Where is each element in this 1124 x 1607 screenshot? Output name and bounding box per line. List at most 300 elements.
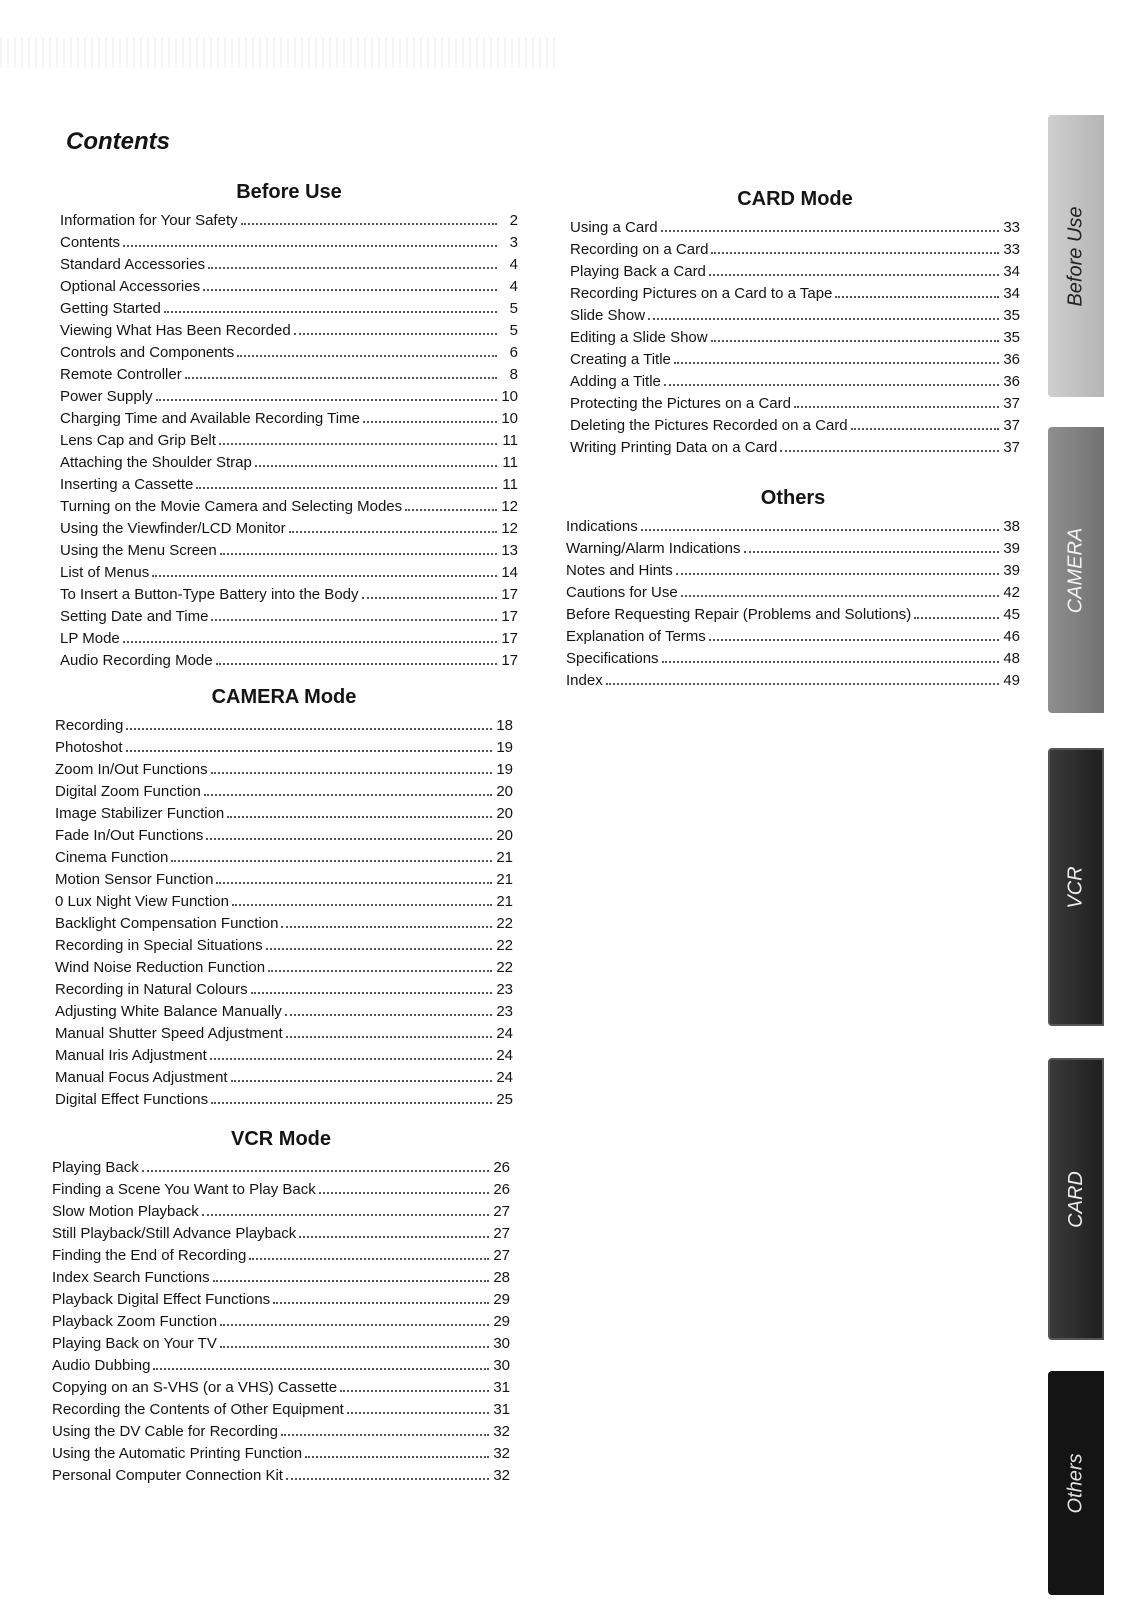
toc-entry-page: 20 <box>496 805 513 822</box>
toc-entry[interactable] <box>60 562 518 584</box>
toc-entry-page: 17 <box>501 630 518 647</box>
toc-entry-page: 6 <box>509 344 518 361</box>
toc-entry-page: 11 <box>502 454 518 471</box>
toc-entry-title: Using a Card <box>570 219 658 236</box>
toc-entry-page: 32 <box>493 1467 510 1484</box>
toc-entry-title: Using the Automatic Printing Function <box>52 1445 303 1462</box>
toc-entry-title: Playing Back a Card <box>570 263 706 280</box>
toc-entry-title: Recording in Special Situations <box>55 937 263 954</box>
toc-entry-title: Getting Started <box>60 300 161 317</box>
toc-entry-title: Motion Sensor Function <box>55 871 214 888</box>
toc-entry[interactable] <box>52 1157 510 1179</box>
toc-entry-page: 8 <box>509 366 518 383</box>
dot-leader <box>211 1102 492 1104</box>
dot-leader <box>220 1346 489 1348</box>
toc-entry-title: Notes and Hints <box>566 562 673 579</box>
dot-leader <box>216 663 497 665</box>
toc-entry[interactable] <box>55 1023 513 1045</box>
toc-entry[interactable] <box>55 957 513 979</box>
toc-entry-title: List of Menus <box>60 564 150 581</box>
section-vcr-mode <box>52 1128 510 1487</box>
toc-entry[interactable] <box>52 1333 510 1355</box>
toc-entry[interactable] <box>52 1267 510 1289</box>
toc-entry-title: Backlight Compensation Function <box>55 915 279 932</box>
toc-entry-title: Personal Computer Connection Kit <box>52 1467 283 1484</box>
side-tab-camera[interactable] <box>1048 427 1104 713</box>
toc-entry-page: 38 <box>1003 518 1020 535</box>
dot-leader <box>294 333 497 335</box>
toc-entry[interactable] <box>60 320 518 342</box>
dot-leader <box>123 641 497 643</box>
toc-entry[interactable] <box>566 670 1020 692</box>
side-tab-card[interactable] <box>1048 1058 1104 1340</box>
toc-entry-page: 49 <box>1003 672 1020 689</box>
toc-entry-page: 30 <box>493 1335 510 1352</box>
toc-entry-title: Before Requesting Repair (Problems and Solutions) <box>566 606 912 623</box>
toc-entry[interactable] <box>55 1045 513 1067</box>
dot-leader <box>363 421 497 423</box>
dot-leader <box>164 311 497 313</box>
dot-leader <box>299 1236 489 1238</box>
toc-entry[interactable] <box>55 935 513 957</box>
section-camera-mode <box>55 686 513 1111</box>
toc-entry-page: 4 <box>509 256 518 273</box>
toc-entry[interactable] <box>60 386 518 408</box>
toc-entry-page: 39 <box>1003 562 1020 579</box>
dot-leader <box>232 904 492 906</box>
toc-entry-title: Audio Dubbing <box>52 1357 151 1374</box>
dot-leader <box>241 223 497 225</box>
dot-leader <box>648 318 999 320</box>
toc-entry-title: Using the DV Cable for Recording <box>52 1423 278 1440</box>
toc-entry[interactable] <box>55 979 513 1001</box>
toc-entry-title: Specifications <box>566 650 659 667</box>
toc-entry-page: 22 <box>496 937 513 954</box>
toc-entry-page: 14 <box>501 564 518 581</box>
toc-entry[interactable] <box>55 715 513 737</box>
toc-entry-page: 21 <box>496 871 513 888</box>
side-tab-others[interactable] <box>1048 1371 1104 1595</box>
toc-entry-title: Deleting the Pictures Recorded on a Card <box>570 417 848 434</box>
toc-entry-title: Writing Printing Data on a Card <box>570 439 778 456</box>
toc-entry-title: Slow Motion Playback <box>52 1203 199 1220</box>
toc-entry[interactable] <box>60 474 518 496</box>
section-heading: Others <box>760 487 826 509</box>
section-before-use <box>60 181 518 672</box>
toc-entry[interactable] <box>566 604 1020 626</box>
toc-entry[interactable] <box>566 582 1020 604</box>
toc-entry-page: 33 <box>1003 219 1020 236</box>
toc-entry-page: 24 <box>496 1047 513 1064</box>
toc-entry-page: 10 <box>501 410 518 427</box>
toc-entry[interactable] <box>52 1421 510 1443</box>
dot-leader <box>794 406 999 408</box>
toc-entry-title: Recording Pictures on a Card to a Tape <box>570 285 833 302</box>
dot-leader <box>744 551 999 553</box>
toc-entry-title: Slide Show <box>570 307 646 324</box>
toc-entry-title: Recording in Natural Colours <box>55 981 248 998</box>
dot-leader <box>126 750 492 752</box>
toc-entry-page: 34 <box>1003 285 1020 302</box>
toc-entry-page: 17 <box>501 652 518 669</box>
toc-entry-page: 28 <box>493 1269 510 1286</box>
dot-leader <box>711 340 999 342</box>
side-tab-label: CARD <box>1064 1170 1087 1228</box>
toc-entry-page: 48 <box>1003 650 1020 667</box>
dot-leader <box>405 509 497 511</box>
toc-entry-title: Viewing What Has Been Recorded <box>60 322 291 339</box>
dot-leader <box>289 531 497 533</box>
dot-leader <box>835 296 999 298</box>
dot-leader <box>216 882 492 884</box>
dot-leader <box>266 948 492 950</box>
toc-entry-title: Remote Controller <box>60 366 182 383</box>
scan-noise <box>0 38 560 68</box>
toc-entry-page: 26 <box>493 1181 510 1198</box>
dot-leader <box>362 597 498 599</box>
toc-entry-title: Manual Focus Adjustment <box>55 1069 228 1086</box>
toc-entry-page: 46 <box>1003 628 1020 645</box>
toc-entry-page: 10 <box>501 388 518 405</box>
toc-entry[interactable] <box>60 496 518 518</box>
toc-entry-title: Image Stabilizer Function <box>55 805 225 822</box>
toc-entry[interactable] <box>55 891 513 913</box>
toc-entry[interactable] <box>60 342 518 364</box>
dot-leader <box>156 399 497 401</box>
toc-entry-title: Using the Viewfinder/LCD Monitor <box>60 520 286 537</box>
toc-entry-title: Optional Accessories <box>60 278 201 295</box>
dot-leader <box>676 573 999 575</box>
toc-entry[interactable] <box>60 650 518 672</box>
toc-list <box>566 516 1020 692</box>
section-heading: CAMERA Mode <box>211 686 357 708</box>
toc-entry[interactable] <box>566 516 1020 538</box>
dot-leader <box>152 575 497 577</box>
toc-entry[interactable] <box>52 1465 510 1487</box>
toc-entry-title: Indications <box>566 518 638 535</box>
dot-leader <box>123 245 497 247</box>
toc-entry-page: 17 <box>501 586 518 603</box>
toc-entry[interactable] <box>52 1399 510 1421</box>
side-tab-label: CAMERA <box>1064 527 1087 613</box>
toc-entry-title: Index Search Functions <box>52 1269 210 1286</box>
toc-entry-title: Controls and Components <box>60 344 235 361</box>
toc-list <box>55 715 513 1111</box>
toc-entry[interactable] <box>60 518 518 540</box>
dot-leader <box>204 794 492 796</box>
toc-entry-page: 30 <box>493 1357 510 1374</box>
dot-leader <box>126 728 492 730</box>
section-heading: CARD Mode <box>737 188 853 210</box>
dot-leader <box>709 274 999 276</box>
toc-entry[interactable] <box>60 210 518 232</box>
toc-entry[interactable] <box>55 825 513 847</box>
dot-leader <box>780 450 999 452</box>
toc-entry-page: 39 <box>1003 540 1020 557</box>
toc-entry-page: 19 <box>496 739 513 756</box>
toc-entry-title: Adjusting White Balance Manually <box>55 1003 282 1020</box>
toc-entry-page: 31 <box>493 1401 510 1418</box>
toc-entry-page: 35 <box>1003 307 1020 324</box>
side-tab-vcr[interactable] <box>1048 748 1104 1026</box>
toc-entry-page: 20 <box>496 827 513 844</box>
toc-entry-title: Manual Iris Adjustment <box>55 1047 207 1064</box>
side-tab-before-use[interactable] <box>1048 115 1104 397</box>
toc-entry-title: Recording on a Card <box>570 241 709 258</box>
toc-entry[interactable] <box>570 239 1020 261</box>
toc-entry[interactable] <box>52 1443 510 1465</box>
toc-entry[interactable] <box>60 408 518 430</box>
toc-entry-title: Protecting the Pictures on a Card <box>570 395 791 412</box>
dot-leader <box>661 230 999 232</box>
side-tab-label: Before Use <box>1064 205 1087 307</box>
dot-leader <box>286 1478 489 1480</box>
toc-entry-page: 18 <box>496 717 513 734</box>
toc-entry[interactable] <box>60 430 518 452</box>
section-heading: VCR Mode <box>231 1128 331 1150</box>
toc-entry[interactable] <box>55 1001 513 1023</box>
toc-entry-page: 4 <box>509 278 518 295</box>
toc-entry-title: Still Playback/Still Advance Playback <box>52 1225 297 1242</box>
toc-entry-page: 3 <box>509 234 518 251</box>
toc-entry[interactable] <box>55 803 513 825</box>
toc-entry-page: 2 <box>509 212 518 229</box>
toc-entry[interactable] <box>52 1377 510 1399</box>
toc-entry-title: Playback Digital Effect Functions <box>52 1291 271 1308</box>
toc-entry[interactable] <box>52 1223 510 1245</box>
dot-leader <box>185 377 497 379</box>
toc-entry[interactable] <box>52 1245 510 1267</box>
dot-leader <box>340 1390 489 1392</box>
toc-entry-title: Finding the End of Recording <box>52 1247 247 1264</box>
toc-entry-page: 20 <box>496 783 513 800</box>
toc-entry[interactable] <box>60 452 518 474</box>
toc-entry-page: 12 <box>501 520 518 537</box>
toc-entry[interactable] <box>55 737 513 759</box>
toc-entry-page: 23 <box>496 1003 513 1020</box>
toc-entry-title: Recording the Contents of Other Equipment <box>52 1401 344 1418</box>
toc-entry[interactable] <box>570 437 1020 459</box>
toc-entry[interactable] <box>570 217 1020 239</box>
toc-entry-page: 36 <box>1003 351 1020 368</box>
dot-leader <box>709 639 999 641</box>
toc-entry-title: Playing Back on Your TV <box>52 1335 217 1352</box>
toc-entry[interactable] <box>52 1179 510 1201</box>
dot-leader <box>711 252 999 254</box>
toc-entry[interactable] <box>55 913 513 935</box>
toc-entry-page: 34 <box>1003 263 1020 280</box>
toc-entry[interactable] <box>52 1201 510 1223</box>
dot-leader <box>347 1412 489 1414</box>
dot-leader <box>210 1058 492 1060</box>
dot-leader <box>664 384 999 386</box>
toc-entry[interactable] <box>60 298 518 320</box>
toc-entry-page: 36 <box>1003 373 1020 390</box>
dot-leader <box>227 816 492 818</box>
toc-entry-page: 25 <box>496 1091 513 1108</box>
dot-leader <box>305 1456 489 1458</box>
toc-entry-page: 33 <box>1003 241 1020 258</box>
dot-leader <box>251 992 492 994</box>
toc-entry[interactable] <box>52 1311 510 1333</box>
toc-entry-page: 35 <box>1003 329 1020 346</box>
toc-entry[interactable] <box>52 1289 510 1311</box>
toc-entry[interactable] <box>570 283 1020 305</box>
toc-entry[interactable] <box>570 415 1020 437</box>
toc-entry[interactable] <box>60 540 518 562</box>
toc-entry-title: Adding a Title <box>570 373 661 390</box>
toc-entry-title: LP Mode <box>60 630 120 647</box>
toc-entry-title: Information for Your Safety <box>60 212 238 229</box>
toc-entry-page: 12 <box>501 498 518 515</box>
toc-entry-page: 27 <box>493 1247 510 1264</box>
toc-entry-page: 22 <box>496 959 513 976</box>
dot-leader <box>641 529 999 531</box>
dot-leader <box>268 970 492 972</box>
toc-entry-page: 45 <box>1003 606 1020 623</box>
toc-entry-title: Zoom In/Out Functions <box>55 761 208 778</box>
toc-entry[interactable] <box>566 626 1020 648</box>
toc-entry-title: Fade In/Out Functions <box>55 827 204 844</box>
toc-entry-page: 27 <box>493 1203 510 1220</box>
toc-entry-title: Cautions for Use <box>566 584 678 601</box>
toc-entry[interactable] <box>566 648 1020 670</box>
toc-entry-title: Inserting a Cassette <box>60 476 194 493</box>
dot-leader <box>606 683 999 685</box>
section-others <box>566 487 1020 692</box>
toc-entry-title: 0 Lux Night View Function <box>55 893 229 910</box>
toc-entry[interactable] <box>52 1355 510 1377</box>
toc-entry-page: 37 <box>1003 417 1020 434</box>
toc-entry-page: 24 <box>496 1025 513 1042</box>
toc-entry-title: Lens Cap and Grip Belt <box>60 432 216 449</box>
toc-entry-title: Audio Recording Mode <box>60 652 213 669</box>
toc-entry-title: Index <box>566 672 603 689</box>
toc-entry-page: 5 <box>509 322 518 339</box>
toc-entry-title: Charging Time and Available Recording Time <box>60 410 360 427</box>
toc-list <box>570 217 1020 459</box>
toc-entry-page: 21 <box>496 893 513 910</box>
dot-leader <box>286 1036 492 1038</box>
toc-entry-page: 32 <box>493 1423 510 1440</box>
toc-entry[interactable] <box>60 232 518 254</box>
dot-leader <box>211 772 492 774</box>
dot-leader <box>914 617 999 619</box>
toc-entry-page: 11 <box>502 476 518 493</box>
dot-leader <box>213 1280 489 1282</box>
toc-entry[interactable] <box>570 393 1020 415</box>
toc-entry-page: 5 <box>509 300 518 317</box>
dot-leader <box>662 661 999 663</box>
toc-entry-page: 37 <box>1003 395 1020 412</box>
toc-entry-title: Copying on an S-VHS (or a VHS) Cassette <box>52 1379 338 1396</box>
toc-entry-title: Digital Zoom Function <box>55 783 201 800</box>
toc-entry[interactable] <box>60 364 518 386</box>
toc-entry-title: Cinema Function <box>55 849 169 866</box>
toc-entry[interactable] <box>570 261 1020 283</box>
toc-entry-page: 13 <box>501 542 518 559</box>
dot-leader <box>153 1368 489 1370</box>
toc-entry[interactable] <box>55 847 513 869</box>
side-tabs <box>1048 115 1104 1595</box>
toc-entry-title: To Insert a Button-Type Battery into the Body <box>60 586 359 603</box>
toc-entry[interactable] <box>55 781 513 803</box>
toc-entry-title: Using the Menu Screen <box>60 542 217 559</box>
toc-entry-title: Playing Back <box>52 1159 139 1176</box>
toc-entry-page: 19 <box>496 761 513 778</box>
toc-entry-title: Editing a Slide Show <box>570 329 708 346</box>
dot-leader <box>681 595 999 597</box>
toc-entry[interactable] <box>60 584 518 606</box>
toc-entry[interactable] <box>566 560 1020 582</box>
dot-leader <box>171 860 492 862</box>
toc-entry-title: Creating a Title <box>570 351 671 368</box>
toc-entry[interactable] <box>570 349 1020 371</box>
dot-leader <box>255 465 497 467</box>
dot-leader <box>237 355 497 357</box>
toc-entry[interactable] <box>566 538 1020 560</box>
toc-entry-title: Power Supply <box>60 388 153 405</box>
toc-entry-title: Turning on the Movie Camera and Selecting Modes <box>60 498 403 515</box>
toc-entry[interactable] <box>570 371 1020 393</box>
dot-leader <box>273 1302 489 1304</box>
toc-entry[interactable] <box>55 759 513 781</box>
dot-leader <box>220 1324 489 1326</box>
toc-entry[interactable] <box>55 869 513 891</box>
toc-entry-title: Wind Noise Reduction Function <box>55 959 266 976</box>
toc-entry-title: Warning/Alarm Indications <box>566 540 741 557</box>
toc-entry-title: Setting Date and Time <box>60 608 209 625</box>
toc-entry-page: 29 <box>493 1313 510 1330</box>
toc-entry-title: Standard Accessories <box>60 256 206 273</box>
dot-leader <box>206 838 492 840</box>
toc-entry-title: Manual Shutter Speed Adjustment <box>55 1025 283 1042</box>
toc-entry-page: 27 <box>493 1225 510 1242</box>
dot-leader <box>281 926 492 928</box>
toc-entry[interactable] <box>60 254 518 276</box>
dot-leader <box>285 1014 492 1016</box>
section-heading: Before Use <box>236 181 342 203</box>
section-card-mode <box>570 188 1020 459</box>
dot-leader <box>851 428 999 430</box>
dot-leader <box>220 553 497 555</box>
toc-entry[interactable] <box>570 305 1020 327</box>
toc-entry-page: 22 <box>496 915 513 932</box>
toc-entry[interactable] <box>60 606 518 628</box>
dot-leader <box>231 1080 492 1082</box>
toc-entry-page: 23 <box>496 981 513 998</box>
dot-leader <box>319 1192 489 1194</box>
toc-entry-page: 21 <box>496 849 513 866</box>
dot-leader <box>249 1258 489 1260</box>
dot-leader <box>142 1170 489 1172</box>
toc-list <box>52 1157 510 1487</box>
dot-leader <box>203 289 497 291</box>
toc-entry[interactable] <box>60 276 518 298</box>
side-tab-label: VCR <box>1064 865 1087 909</box>
toc-entry-page: 17 <box>501 608 518 625</box>
toc-entry[interactable] <box>60 628 518 650</box>
side-tab-label: Others <box>1064 1452 1087 1514</box>
toc-entry[interactable] <box>570 327 1020 349</box>
toc-entry-page: 24 <box>496 1069 513 1086</box>
toc-entry[interactable] <box>55 1067 513 1089</box>
toc-entry[interactable] <box>55 1089 513 1111</box>
toc-entry-title: Explanation of Terms <box>566 628 706 645</box>
toc-entry-title: Playback Zoom Function <box>52 1313 218 1330</box>
dot-leader <box>202 1214 489 1216</box>
toc-entry-page: 26 <box>493 1159 510 1176</box>
